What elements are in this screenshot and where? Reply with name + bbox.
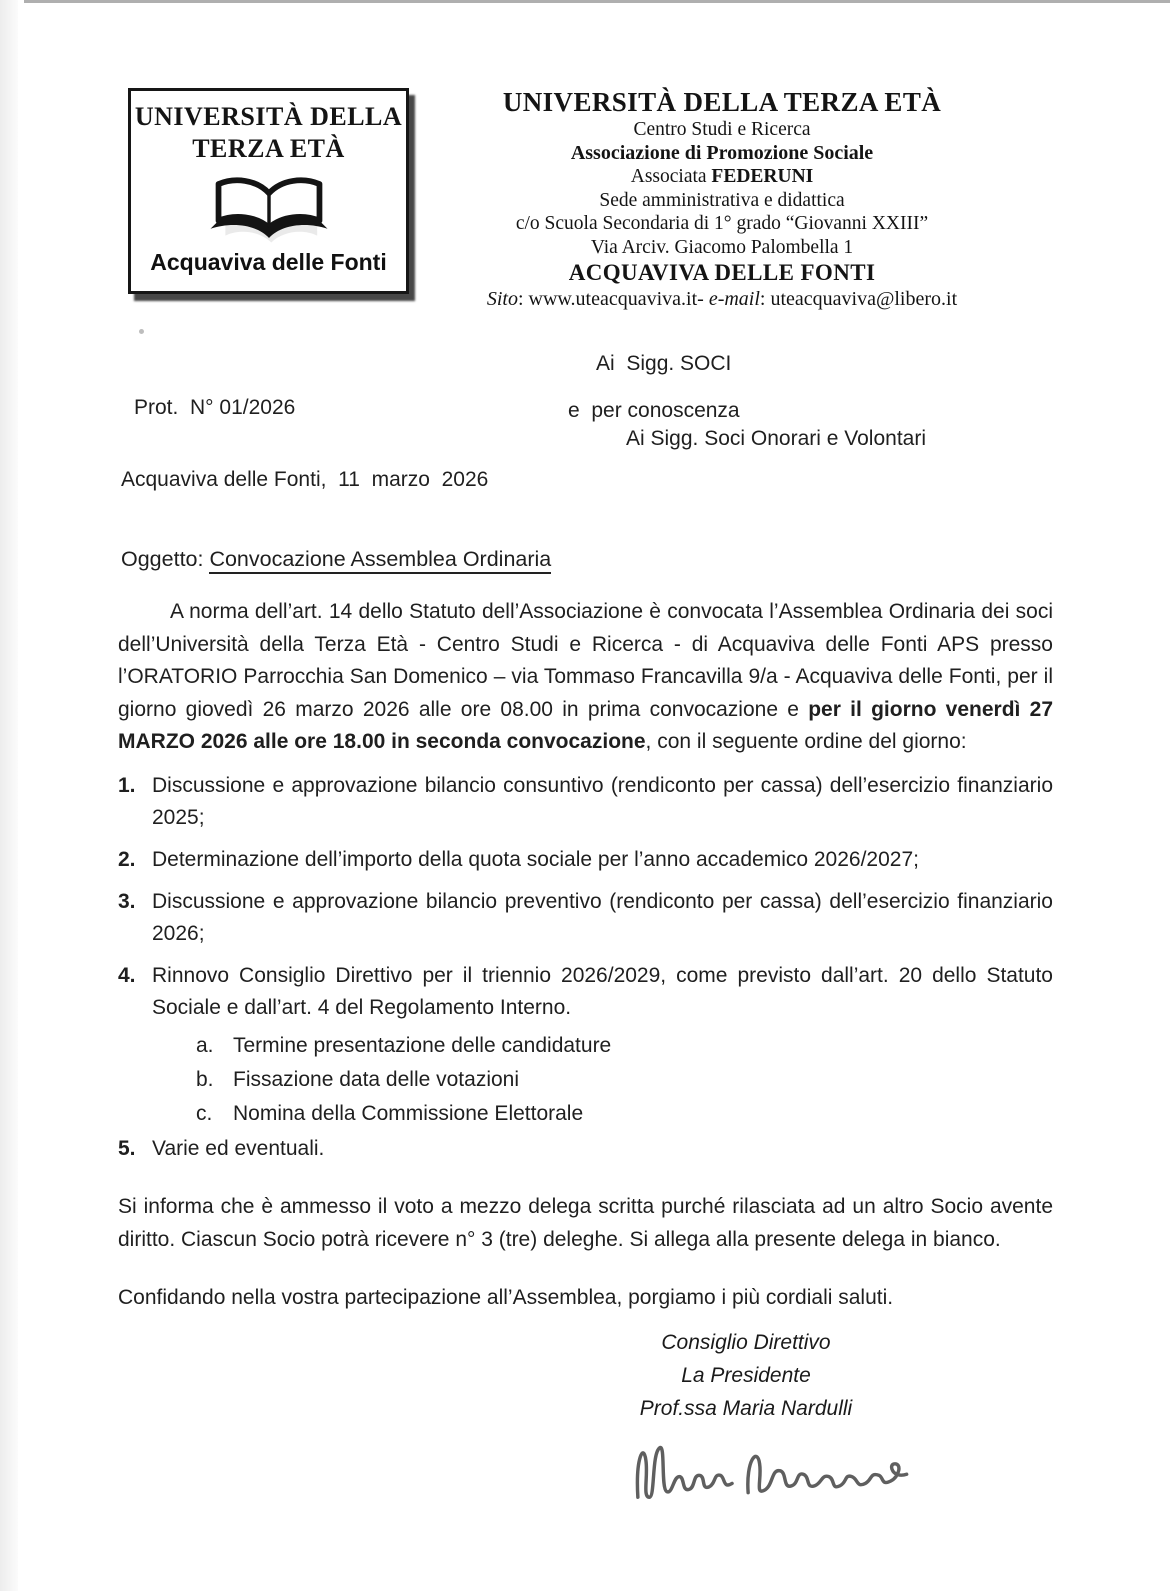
agenda-item [118,1133,1053,1165]
open-book-icon [200,168,338,246]
protocol-number: Prot. N° 01/2026 [134,396,296,419]
body-bold-segment: per il giorno venerdì 27 MARZO 2026 alle ore 18.00 in seconda convocazione [118,697,1053,753]
body-text-segment: , con il seguente ordine del giorno: [645,730,967,753]
agenda-number: 1. [118,774,136,797]
letterhead-title: UNIVERSITÀ DELLA TERZA ETÀ [502,87,942,117]
subitem-text: Fissazione data delle votazioni [233,1068,520,1091]
recipient-line-3: Ai Sigg. Soci Onorari e Volontari [626,427,926,450]
subitem-letter: a. [196,1034,214,1057]
letterhead-line: Sede amministrativa e didattica [599,189,845,211]
closing-paragraph-2: Confidando nella vostra partecipazione all’Assemblea, porgiamo i più cordiali saluti. [118,1286,894,1309]
logo-box [128,88,409,294]
agenda-subitem [196,1098,1053,1129]
logo-caption: Acquaviva delle Fonti [150,249,387,275]
subitem-letter: c. [196,1102,213,1125]
site-url: : www.uteacquaviva.it- [517,288,709,310]
agenda-text: Rinnovo Consiglio Direttivo per il triennio 2026/2029, come previsto dall’art. 20 dello Statuto Sociale e dall’art. 4 del Regolamento Interno. [152,964,1053,1019]
letterhead-line: Associazione di Promozione Sociale [570,141,874,164]
site-label: Sito [486,288,518,310]
logo-title-line2: TERZA ETÀ [192,134,345,163]
scan-left-edge [0,0,18,1591]
agenda-number: 2. [118,848,136,871]
body-text-segment: A norma dell’art. 14 dello Statuto dell’Associazione è convocata l’Assemblea Ordinaria dei soci dell’Università della Terza Età - Centro Studi e Ricerca - di Acquaviva delle Fonti APS presso l’ORATORIO Parrocchia San Domenico – via Tommaso Francavilla 9/a - Acquaviva delle Fonti, per il giorno giovedì 26 marzo 2026 alle ore 08.00 in prima convocazione e [118,600,1053,721]
closing-paragraph-1: Si informa che è ammesso il voto a mezzo delega scritta purché rilasciata ad un altro Socio avente diritto. Ciascun Socio potrà ricevere n° 3 (tre) deleghe. Si allega alla presente delega in bianco. [118,1195,1053,1251]
subject-value: Convocazione Assemblea Ordinaria [209,547,551,574]
subitem-text: Nomina della Commissione Elettorale [233,1102,584,1125]
agenda-text: Varie ed eventuali. [152,1137,325,1160]
letterhead-line [452,165,992,189]
agenda-text: Determinazione dell’importo della quota sociale per l’anno accademico 2026/2027; [152,848,919,871]
agenda-item [118,844,1053,876]
signature-role-2: La Presidente [681,1364,811,1387]
letterhead-text-segment: Associata [630,166,712,187]
letterhead-line: c/o Scuola Secondaria di 1° grado “Giovanni XXIII” [515,213,929,234]
agenda-subitem [196,1030,1053,1061]
agenda-subitem [196,1064,1053,1095]
agenda-sublist [196,1030,1053,1129]
signature-role-1: Consiglio Direttivo [661,1331,831,1354]
subject-line [121,547,551,572]
email-label: e-mail [708,288,760,310]
agenda-list [118,770,1053,1175]
signature-scribble [628,1426,928,1511]
letterhead-line: Centro Studi e Ricerca [633,119,811,140]
logo-title-line1: UNIVERSITÀ DELLA [134,102,403,131]
signature-block [556,1326,936,1425]
subitem-letter: b. [196,1068,214,1091]
agenda-item [118,960,1053,1024]
recipient-line-2: e per conoscenza [568,399,740,422]
letterhead-line: Via Arciv. Giacomo Palombella 1 [590,236,854,258]
opening-paragraph [118,596,1053,759]
signature-name: Prof.ssa Maria Nardulli [639,1397,853,1420]
agenda-text: Discussione e approvazione bilancio consuntivo (rendiconto per cassa) dell’esercizio finanziario 2025; [152,774,1053,829]
letterhead-city: ACQUAVIVA DELLE FONTI [568,260,876,285]
agenda-number: 3. [118,890,136,913]
subitem-text: Termine presentazione delle candidature [233,1034,612,1057]
scan-speck [139,329,144,334]
agenda-number: 4. [118,964,136,987]
letterhead-contacts [452,286,992,312]
agenda-number: 5. [118,1137,136,1160]
agenda-item [118,770,1053,834]
dateline: Acquaviva delle Fonti, 11 marzo 2026 [121,468,489,491]
scan-top-edge [24,0,1170,3]
letterhead-federuni: FEDERUNI [711,166,814,187]
agenda-text: Discussione e approvazione bilancio preventivo (rendiconto per cassa) dell’esercizio finanziario 2026; [152,890,1053,945]
agenda-item-group [118,960,1053,1129]
subject-label: Oggetto: [121,547,210,571]
agenda-item [118,886,1053,950]
email-address: : uteacquaviva@libero.it [759,288,958,310]
letterhead [452,86,992,312]
recipient-line-1: Ai Sigg. SOCI [596,352,732,375]
